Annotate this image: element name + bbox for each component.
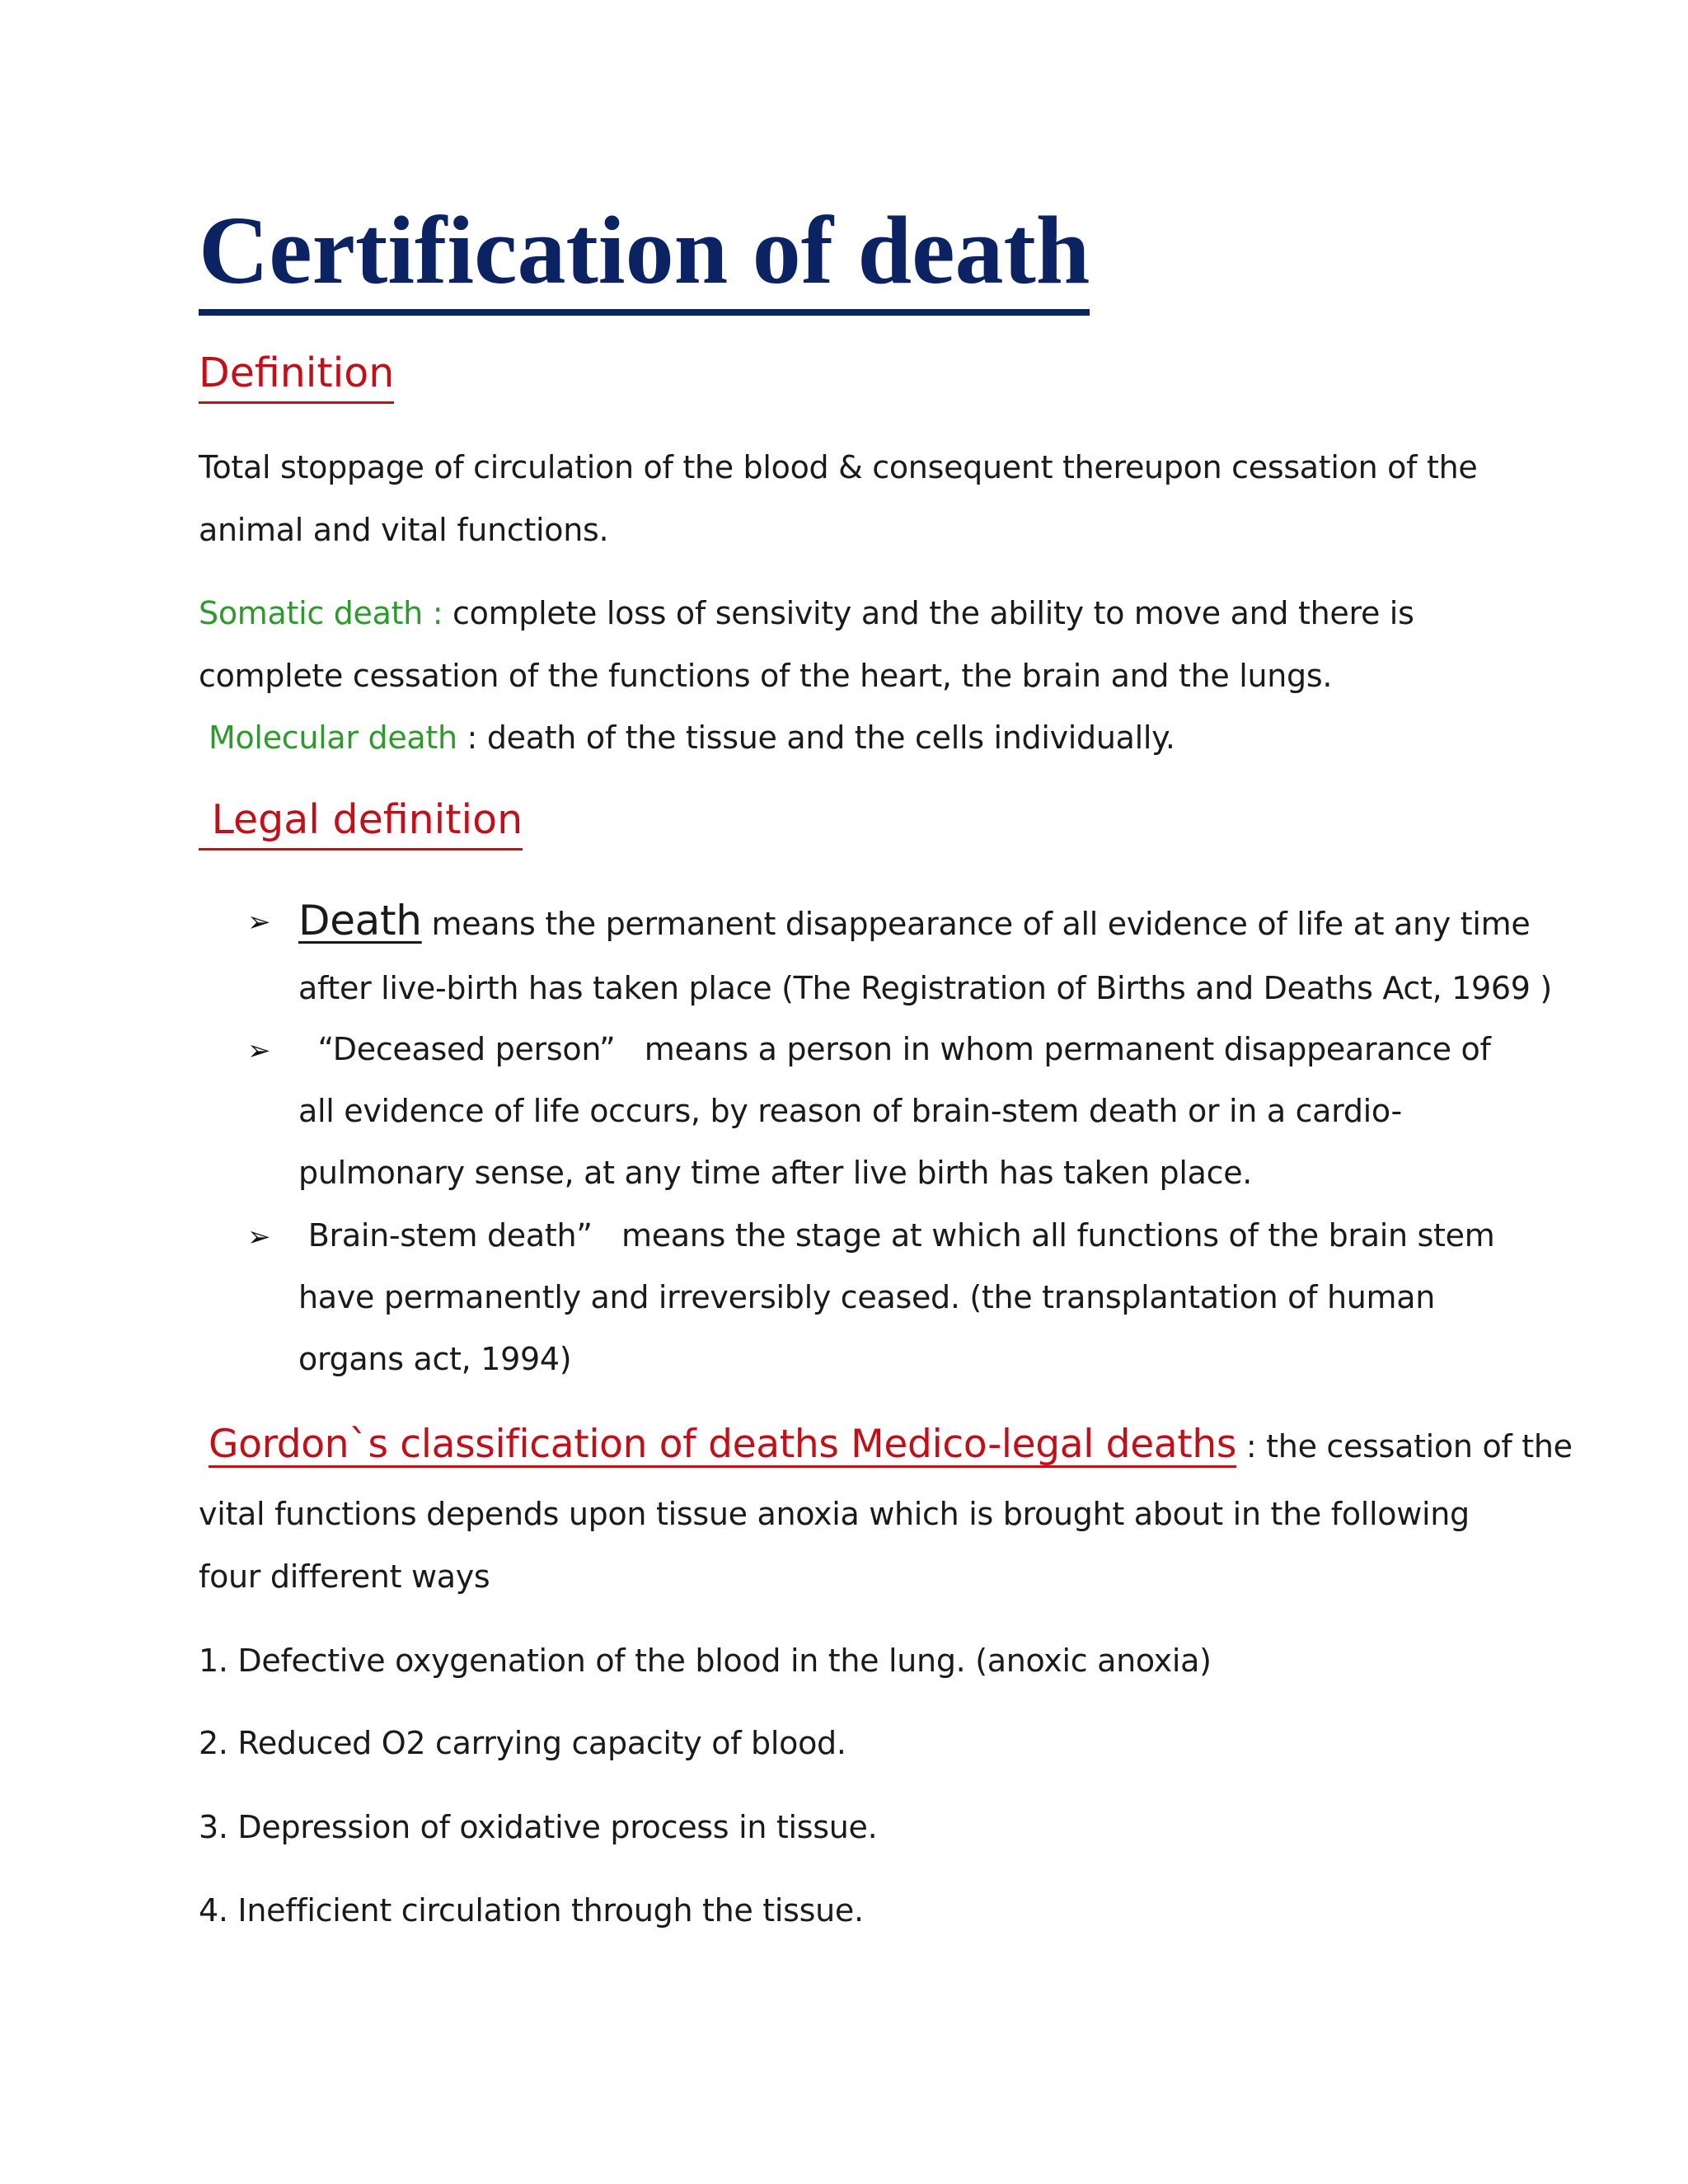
somatic-death-text: complete loss of sensivity and the ability to move and there is (443, 595, 1414, 631)
molecular-death-text: : death of the tissue and the cells individually. (457, 719, 1175, 756)
death-term: Death (298, 897, 422, 944)
molecular-death-label: Molecular death (209, 719, 457, 756)
gordon-line-2: vital functions depends upon tissue anoxia which is brought about in the following (199, 1496, 1470, 1532)
arrow-bullet-icon: ➢ (247, 1221, 271, 1254)
way-item-2: 2. Reduced O2 carrying capacity of blood. (199, 1725, 846, 1761)
bullet-2-line-2: all evidence of life occurs, by reason of brain-stem death or in a cardio- (298, 1093, 1402, 1129)
arrow-bullet-icon: ➢ (247, 1034, 271, 1067)
gordon-line-3: four different ways (199, 1558, 490, 1595)
gordon-classification-heading: Gordon`s classification of deaths Medico-legal deaths (209, 1422, 1237, 1467)
definition-text-line-2: animal and vital functions. (199, 512, 609, 548)
definition-text-line-1: Total stoppage of circulation of the blood & consequent thereupon cessation of the (199, 449, 1478, 485)
bullet-2-line-1: “Deceased person” means a person in whom permanent disappearance of (298, 1031, 1491, 1067)
gordon-line-1-text: : the cessation of the (1236, 1428, 1573, 1465)
way-item-1: 1. Defective oxygenation of the blood in the lung. (anoxic anoxia) (199, 1643, 1212, 1679)
bullet-3-line-3: organs act, 1994) (298, 1341, 572, 1377)
page-title: Certification of death (199, 202, 1090, 316)
gordon-line-1 (209, 1413, 1573, 1478)
definition-heading: Definition (199, 353, 394, 404)
bullet-3-line-2: have permanently and irreversibly ceased. (the transplantation of human (298, 1279, 1436, 1315)
somatic-death-label: Somatic death : (199, 595, 443, 631)
arrow-bullet-icon: ➢ (247, 906, 271, 939)
bullet-1-line-1 (298, 890, 1530, 955)
bullet-3-line-1: Brain-stem death” means the stage at which all functions of the brain stem (298, 1217, 1495, 1254)
molecular-death-line (209, 707, 1175, 769)
bullet-1-line-2: after live-birth has taken place (The Registration of Births and Deaths Act, 1969 ) (298, 970, 1552, 1006)
bullet-1-text: means the permanent disappearance of all evidence of life at any time (421, 906, 1531, 942)
way-item-3: 3. Depression of oxidative process in tissue. (199, 1809, 878, 1845)
way-item-4: 4. Inefficient circulation through the tissue. (199, 1892, 864, 1929)
somatic-death-line-2: complete cessation of the functions of the heart, the brain and the lungs. (199, 658, 1333, 694)
somatic-death-line-1 (199, 583, 1414, 644)
bullet-2-line-3: pulmonary sense, at any time after live birth has taken place. (298, 1155, 1253, 1191)
legal-definition-heading: Legal definition (199, 799, 523, 851)
